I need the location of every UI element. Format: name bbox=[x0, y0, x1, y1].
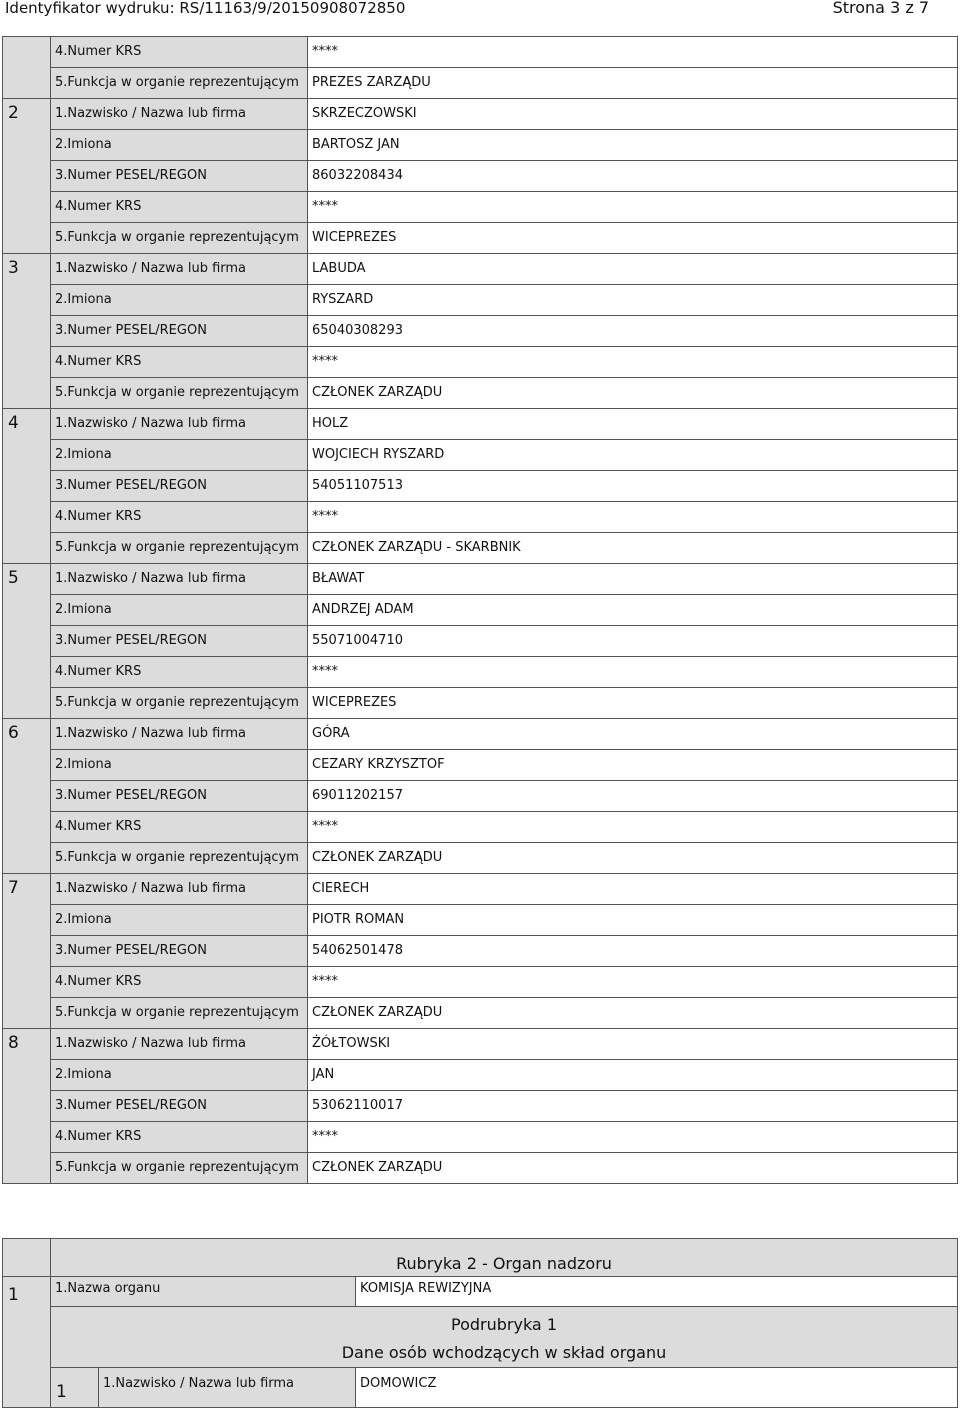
table-row bbox=[3, 347, 958, 378]
pesel-value: 86032208434 bbox=[308, 161, 958, 192]
pesel-label: 3.Numer PESEL/REGON bbox=[51, 626, 308, 657]
names-value: RYSZARD bbox=[308, 285, 958, 316]
table-row bbox=[3, 223, 958, 254]
table-row bbox=[3, 409, 958, 440]
table-row bbox=[3, 37, 958, 68]
table-row bbox=[3, 533, 958, 564]
names-label: 2.Imiona bbox=[51, 130, 308, 161]
table-row bbox=[3, 1368, 958, 1408]
surname-value: LABUDA bbox=[308, 254, 958, 285]
names-value: WOJCIECH RYSZARD bbox=[308, 440, 958, 471]
function-value: CZŁONEK ZARZĄDU bbox=[308, 843, 958, 874]
table-row bbox=[3, 564, 958, 595]
pesel-value: 54062501478 bbox=[308, 936, 958, 967]
names-label: 2.Imiona bbox=[51, 750, 308, 781]
table-row bbox=[3, 1060, 958, 1091]
pesel-value: 65040308293 bbox=[308, 316, 958, 347]
names-label: 2.Imiona bbox=[51, 905, 308, 936]
krs-label: 4.Numer KRS bbox=[51, 657, 308, 688]
subsection-title bbox=[51, 1307, 958, 1368]
krs-label: 4.Numer KRS bbox=[51, 967, 308, 998]
function-value: PREZES ZARZĄDU bbox=[308, 68, 958, 99]
surname-value: CIERECH bbox=[308, 874, 958, 905]
entry-number bbox=[3, 99, 51, 254]
entry-number bbox=[3, 254, 51, 409]
organ-label: 1.Nazwa organu bbox=[51, 1277, 356, 1307]
surname-label: 1.Nazwisko / Nazwa lub firma bbox=[51, 1029, 308, 1060]
pesel-label: 3.Numer PESEL/REGON bbox=[51, 781, 308, 812]
entry-number bbox=[3, 564, 51, 719]
surname-value: GÓRA bbox=[308, 719, 958, 750]
entry-number-text: 2 bbox=[8, 103, 19, 123]
table-row bbox=[3, 812, 958, 843]
table-row bbox=[3, 1239, 958, 1277]
krs-value: **** bbox=[308, 967, 958, 998]
table-row bbox=[3, 440, 958, 471]
krs-label: 4.Numer KRS bbox=[51, 812, 308, 843]
names-value: CEZARY KRZYSZTOF bbox=[308, 750, 958, 781]
table-row bbox=[3, 750, 958, 781]
krs-value: **** bbox=[308, 37, 958, 68]
entry-number-text: 3 bbox=[8, 258, 19, 278]
surname-value: HOLZ bbox=[308, 409, 958, 440]
pesel-label: 3.Numer PESEL/REGON bbox=[51, 471, 308, 502]
pesel-value: 55071004710 bbox=[308, 626, 958, 657]
function-label: 5.Funkcja w organie reprezentującym bbox=[51, 68, 308, 99]
function-label: 5.Funkcja w organie reprezentującym bbox=[51, 378, 308, 409]
table-row bbox=[3, 843, 958, 874]
names-label: 2.Imiona bbox=[51, 595, 308, 626]
table-row bbox=[3, 657, 958, 688]
names-value: ANDRZEJ ADAM bbox=[308, 595, 958, 626]
entry-number bbox=[3, 1029, 51, 1184]
krs-value: **** bbox=[308, 1122, 958, 1153]
krs-label: 4.Numer KRS bbox=[51, 347, 308, 378]
management-board-table bbox=[2, 36, 958, 1184]
table-row bbox=[3, 719, 958, 750]
table-row bbox=[3, 1091, 958, 1122]
table-row bbox=[3, 502, 958, 533]
pesel-label: 3.Numer PESEL/REGON bbox=[51, 316, 308, 347]
member-number: 1 bbox=[51, 1368, 99, 1408]
function-label: 5.Funkcja w organie reprezentującym bbox=[51, 533, 308, 564]
entry-number-cell bbox=[3, 37, 51, 99]
surname-label: 1.Nazwisko / Nazwa lub firma bbox=[51, 99, 308, 130]
function-value: CZŁONEK ZARZĄDU bbox=[308, 378, 958, 409]
table-row bbox=[3, 905, 958, 936]
table-row bbox=[3, 688, 958, 719]
subsection-title-line-1: Podrubryka 1 bbox=[451, 1315, 557, 1334]
function-label: 5.Funkcja w organie reprezentującym bbox=[51, 843, 308, 874]
table-row bbox=[3, 99, 958, 130]
surname-value: SKRZECZOWSKI bbox=[308, 99, 958, 130]
function-value: CZŁONEK ZARZĄDU bbox=[308, 998, 958, 1029]
table-row bbox=[3, 626, 958, 657]
function-value: CZŁONEK ZARZĄDU bbox=[308, 1153, 958, 1184]
table-row bbox=[3, 471, 958, 502]
surname-label: 1.Nazwisko / Nazwa lub firma bbox=[51, 719, 308, 750]
member-value: DOMOWICZ bbox=[356, 1368, 958, 1408]
surname-label: 1.Nazwisko / Nazwa lub firma bbox=[51, 874, 308, 905]
entry-number-text: 8 bbox=[8, 1033, 19, 1053]
pesel-value: 54051107513 bbox=[308, 471, 958, 502]
table-row bbox=[3, 967, 958, 998]
surname-label: 1.Nazwisko / Nazwa lub firma bbox=[51, 254, 308, 285]
surname-label: 1.Nazwisko / Nazwa lub firma bbox=[51, 564, 308, 595]
function-label: 5.Funkcja w organie reprezentującym bbox=[51, 998, 308, 1029]
pesel-value: 69011202157 bbox=[308, 781, 958, 812]
krs-label: 4.Numer KRS bbox=[51, 37, 308, 68]
table-row bbox=[3, 285, 958, 316]
table-row bbox=[3, 1307, 958, 1368]
names-value: JAN bbox=[308, 1060, 958, 1091]
entry-number-text: 7 bbox=[8, 878, 19, 898]
function-value: WICEPREZES bbox=[308, 223, 958, 254]
krs-value: **** bbox=[308, 347, 958, 378]
table-row bbox=[3, 1153, 958, 1184]
function-value: CZŁONEK ZARZĄDU - SKARBNIK bbox=[308, 533, 958, 564]
pesel-label: 3.Numer PESEL/REGON bbox=[51, 1091, 308, 1122]
pesel-label: 3.Numer PESEL/REGON bbox=[51, 161, 308, 192]
krs-label: 4.Numer KRS bbox=[51, 502, 308, 533]
entry-number bbox=[3, 409, 51, 564]
pesel-label: 3.Numer PESEL/REGON bbox=[51, 936, 308, 967]
organ-value: KOMISJA REWIZYJNA bbox=[356, 1277, 958, 1307]
table-row bbox=[3, 1122, 958, 1153]
names-value: BARTOSZ JAN bbox=[308, 130, 958, 161]
pesel-value: 53062110017 bbox=[308, 1091, 958, 1122]
krs-label: 4.Numer KRS bbox=[51, 192, 308, 223]
print-header bbox=[0, 0, 960, 28]
table-row bbox=[3, 874, 958, 905]
krs-label: 4.Numer KRS bbox=[51, 1122, 308, 1153]
entry-number: 1 bbox=[3, 1277, 51, 1408]
krs-value: **** bbox=[308, 657, 958, 688]
page-number: Strona 3 z 7 bbox=[832, 0, 929, 17]
surname-value: BŁAWAT bbox=[308, 564, 958, 595]
entry-number bbox=[3, 719, 51, 874]
function-label: 5.Funkcja w organie reprezentującym bbox=[51, 1153, 308, 1184]
print-identifier: Identyfikator wydruku: RS/11163/9/20150908072850 bbox=[5, 0, 406, 17]
function-value: WICEPREZES bbox=[308, 688, 958, 719]
supervisory-board-table bbox=[2, 1238, 958, 1408]
entry-number-text: 6 bbox=[8, 723, 19, 743]
table-row bbox=[3, 378, 958, 409]
table-row bbox=[3, 254, 958, 285]
entry-number-text: 5 bbox=[8, 568, 19, 588]
function-label: 5.Funkcja w organie reprezentującym bbox=[51, 223, 308, 254]
names-label: 2.Imiona bbox=[51, 285, 308, 316]
krs-value: **** bbox=[308, 192, 958, 223]
surname-label: 1.Nazwisko / Nazwa lub firma bbox=[51, 409, 308, 440]
table-row bbox=[3, 161, 958, 192]
section-title: Rubryka 2 - Organ nadzoru bbox=[51, 1239, 958, 1277]
table-row bbox=[3, 936, 958, 967]
table-row bbox=[3, 192, 958, 223]
subsection-title-line-2: Dane osób wchodzących w skład organu bbox=[341, 1343, 667, 1362]
krs-value: **** bbox=[308, 502, 958, 533]
table-row bbox=[3, 1029, 958, 1060]
table-row bbox=[3, 316, 958, 347]
entry-number bbox=[3, 874, 51, 1029]
names-value: PIOTR ROMAN bbox=[308, 905, 958, 936]
entry-number-text: 4 bbox=[8, 413, 19, 433]
krs-value: **** bbox=[308, 812, 958, 843]
table-row bbox=[3, 998, 958, 1029]
table-row bbox=[3, 595, 958, 626]
names-label: 2.Imiona bbox=[51, 1060, 308, 1091]
member-label: 1.Nazwisko / Nazwa lub firma bbox=[99, 1368, 356, 1408]
function-label: 5.Funkcja w organie reprezentującym bbox=[51, 688, 308, 719]
table-row bbox=[3, 781, 958, 812]
table-row bbox=[3, 1277, 958, 1307]
names-label: 2.Imiona bbox=[51, 440, 308, 471]
table-row bbox=[3, 68, 958, 99]
surname-value: ŻÓŁTOWSKI bbox=[308, 1029, 958, 1060]
table-row bbox=[3, 130, 958, 161]
